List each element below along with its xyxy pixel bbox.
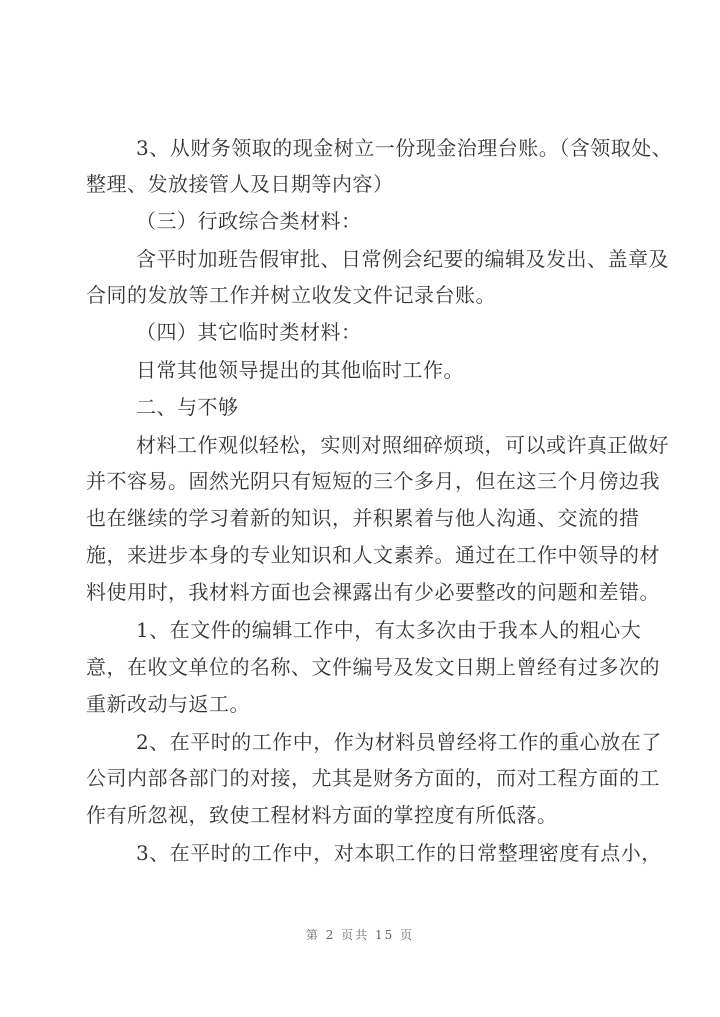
paragraph-line: 施，来进步本身的专业知识和人文素养。通过在工作中领导的材 <box>86 543 660 567</box>
paragraph-line: 意，在收文单位的名称、文件编号及发文日期上曾经有过多次的 <box>86 655 660 679</box>
paragraph-line: 2、在平时的工作中，作为材料员曾经将工作的重心放在了 <box>136 730 662 754</box>
paragraph-line: 日常其他领导提出的其他临时工作。 <box>136 358 464 382</box>
section-heading: 二、与不够 <box>136 395 239 419</box>
paragraph-line: 合同的发放等工作并树立收发文件记录台账。 <box>86 283 496 307</box>
paragraph-line: 材料工作观似轻松，实则对照细碎烦琐，可以或许真正做好 <box>136 433 669 457</box>
paragraph-line: 3、在平时的工作中，对本职工作的日常整理密度有点小， <box>136 841 662 865</box>
paragraph-line: 含平时加班告假审批、日常例会纪要的编辑及发出、盖章及 <box>136 247 669 271</box>
paragraph-line: 重新改动与返工。 <box>86 692 250 716</box>
paragraph-line: 作有所忽视，致使工程材料方面的掌控度有所低落。 <box>86 803 558 827</box>
paragraph-line: 并不容易。固然光阴只有短短的三个多月，但在这三个月傍边我 <box>86 469 660 493</box>
paragraph-line: 料使用时，我材料方面也会裸露出有少必要整改的问题和差错。 <box>86 580 660 604</box>
paragraph-line: 1、在文件的编辑工作中，有太多次由于我本人的粗心大 <box>136 618 642 642</box>
paragraph-line: 也在继续的学习着新的知识，并积累着与他人沟通、交流的措 <box>86 506 640 530</box>
paragraph-line: 公司内部各部门的对接，尤其是财务方面的，而对工程方面的工 <box>86 766 660 790</box>
paragraph-line: 3、从财务领取的现金树立一份现金治理台账。（含领取处、 <box>136 136 673 160</box>
section-heading: （四）其它临时类材料： <box>136 320 362 344</box>
page-number-footer: 第 2 页共 15 页 <box>305 928 415 942</box>
section-heading: （三）行政综合类材料： <box>136 209 362 233</box>
paragraph-line: 整理、发放接管人及日期等内容） <box>86 172 394 196</box>
